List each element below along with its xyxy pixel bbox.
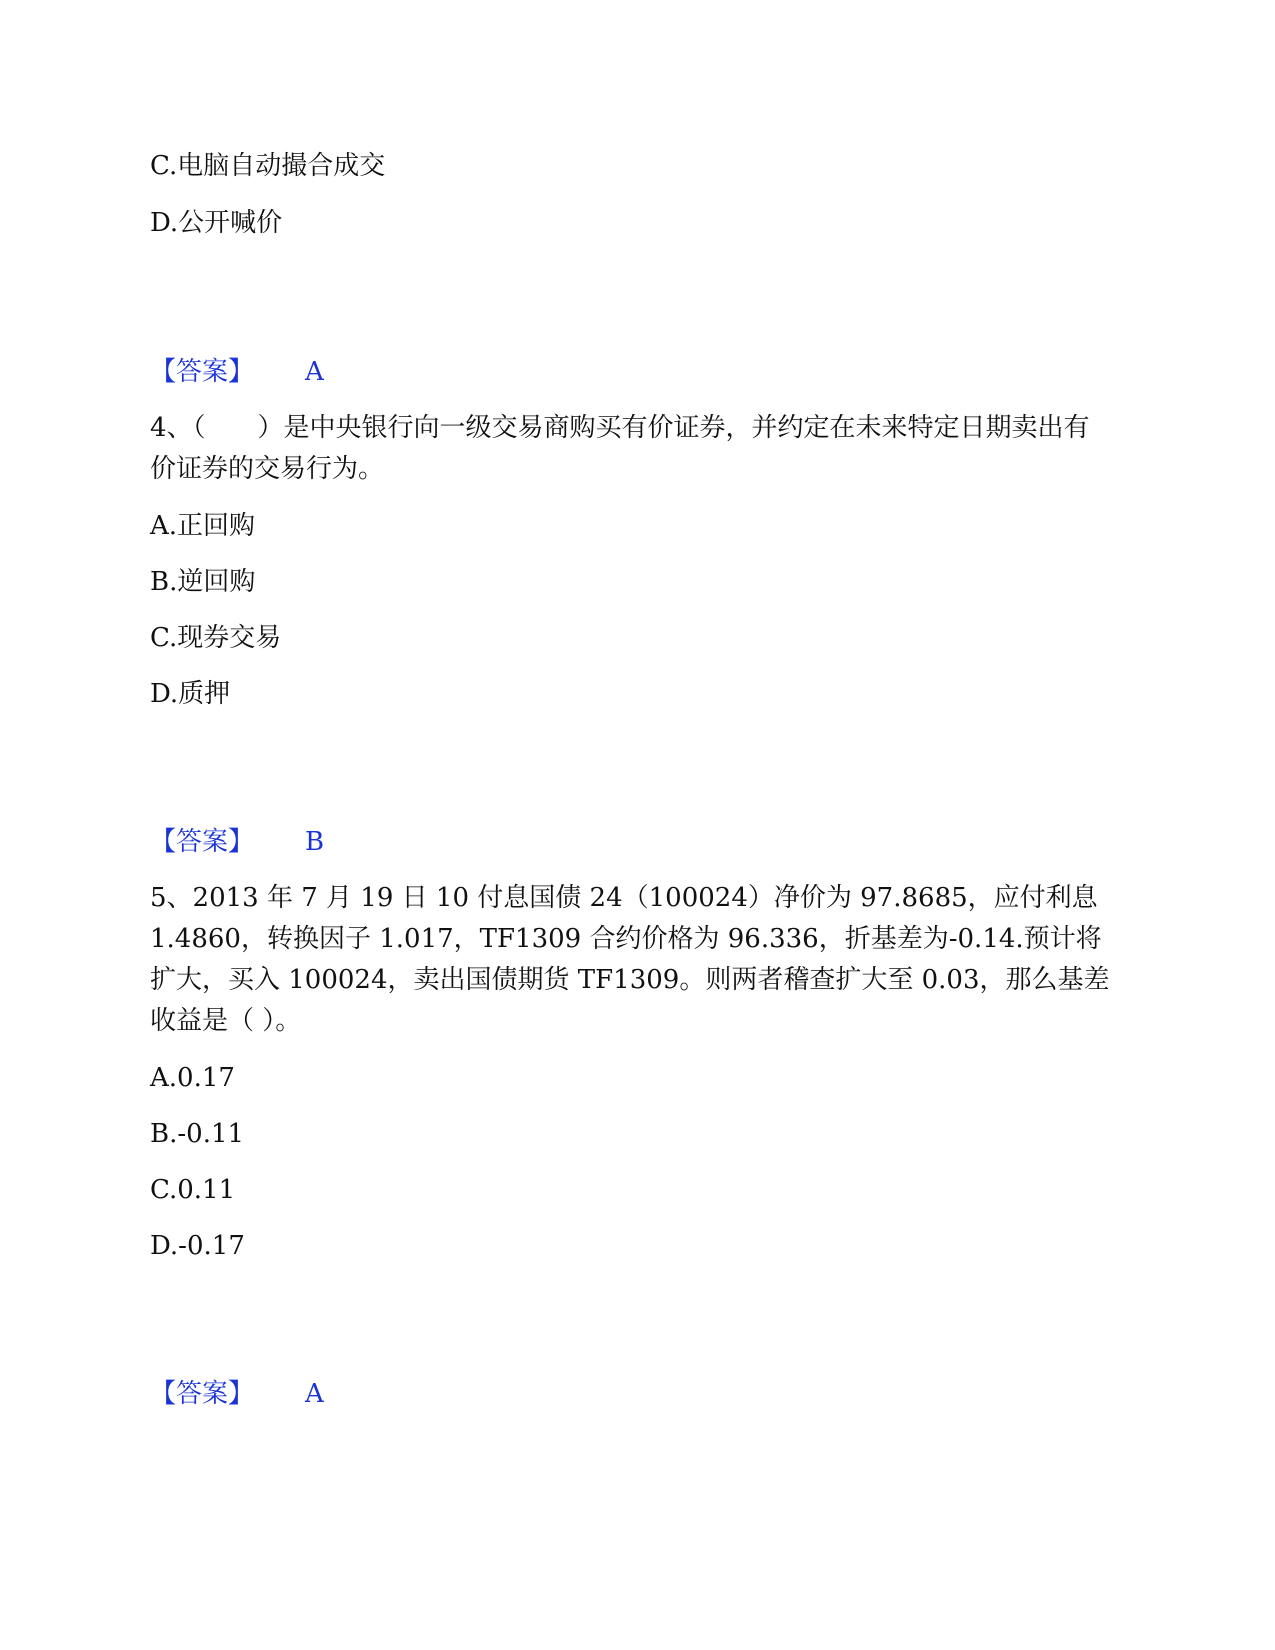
answer-value: A [305,1379,324,1409]
q5-option-b: B.-0.11 [150,1119,245,1149]
q5-stem: 5、2013 年 7 月 19 日 10 付息国债 24（100024）净价为 97.8685，应付利息 1.4860，转换因子 1.017，TF1309 合约价格为 96.336，折基差为-0.14.预计将扩大，买入 100024，卖出国债期货 TF1309。则两者稽查扩大至 0.03，那么基差收益是（ ）。 [150,883,1110,1036]
q3-option-d: D.公开喊价 [150,208,283,238]
q3-answer [150,356,324,388]
q4-option-a: A.正回购 [150,511,256,541]
answer-label: 【答案】 [150,827,255,857]
q5-option-d: D.-0.17 [150,1231,245,1261]
q3-option-c: C.电脑自动撮合成交 [150,151,386,181]
answer-label: 【答案】 [150,357,255,387]
q4-stem: 4、（ ）是中央银行向一级交易商购买有价证券，并约定在未来特定日期卖出有价证券的交易行为。 [150,413,1090,484]
q4-option-b: B.逆回购 [150,567,256,597]
q4-option-c: C.现券交易 [150,623,282,653]
q4-option-d: D.质押 [150,679,231,709]
q5-option-c: C.0.11 [150,1175,236,1205]
q5-option-a: A.0.17 [150,1063,235,1093]
q4-answer [150,826,324,858]
answer-value: B [305,827,325,857]
answer-label: 【答案】 [150,1379,255,1409]
answer-value: A [305,357,324,387]
q5-answer [150,1378,324,1410]
